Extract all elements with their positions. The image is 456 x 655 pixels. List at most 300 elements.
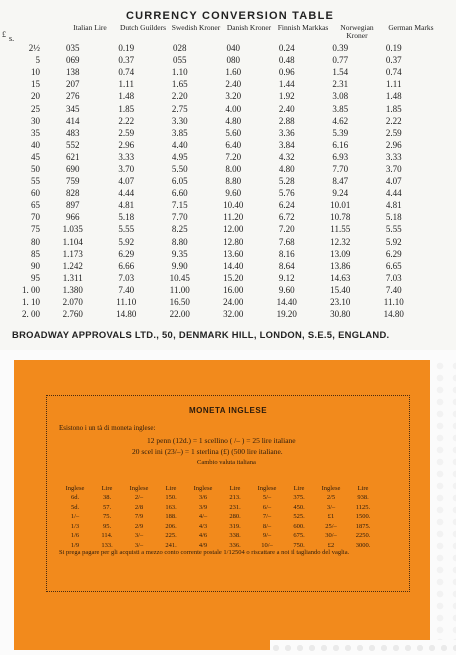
- value-cell: 4.95: [171, 151, 188, 162]
- table-row: [2, 296, 421, 308]
- table-row: [2, 187, 421, 199]
- table-row: [2, 284, 421, 296]
- value-cell: 11.55: [330, 224, 351, 235]
- table-row: [2, 272, 421, 284]
- amount-cell: 60: [31, 188, 40, 199]
- moneta-cell: 2/5: [326, 494, 336, 502]
- table-row: [2, 102, 421, 114]
- moneta-header: Inglese: [65, 485, 85, 492]
- table-row: [2, 308, 421, 320]
- moneta-cell: 10/–: [261, 541, 273, 549]
- moneta-cell: 213.: [229, 494, 241, 502]
- value-cell: 4.80: [278, 163, 295, 174]
- value-cell: 0.96: [278, 67, 295, 78]
- moneta-cell: 525.: [293, 513, 305, 521]
- value-cell: 14.80: [116, 309, 137, 320]
- value-cell: 4.00: [225, 103, 242, 114]
- value-cell: 4.81: [385, 200, 402, 211]
- value-cell: 14.40: [276, 297, 297, 308]
- value-cell: 276: [66, 91, 80, 102]
- value-cell: 13.09: [330, 248, 351, 259]
- moneta-header: Lire: [357, 485, 369, 492]
- value-cell: 14.40: [223, 260, 244, 271]
- moneta-cell: 938.: [357, 494, 369, 502]
- table-row: [2, 127, 421, 139]
- value-cell: 22.00: [169, 309, 190, 320]
- moneta-cell: 75.: [102, 513, 112, 521]
- value-cell: 1.311: [62, 272, 83, 283]
- value-cell: 15.20: [223, 272, 244, 283]
- value-cell: 207: [66, 79, 80, 90]
- value-cell: 2.40: [225, 79, 242, 90]
- moneta-header: Lire: [165, 485, 177, 492]
- value-cell: 8.25: [171, 224, 188, 235]
- moneta-cell: 95.: [102, 522, 112, 530]
- value-cell: 32.00: [223, 309, 244, 320]
- value-cell: 14.80: [383, 309, 404, 320]
- value-cell: 040: [226, 43, 240, 54]
- value-cell: 24.00: [223, 297, 244, 308]
- value-cell: 1.54: [332, 67, 349, 78]
- value-cell: 1.60: [225, 67, 242, 78]
- value-cell: 6.05: [171, 176, 188, 187]
- moneta-cell: 30/–: [325, 532, 337, 540]
- amount-cell: 35: [31, 127, 40, 138]
- value-cell: 6.65: [385, 260, 402, 271]
- value-cell: 3.70: [385, 163, 402, 174]
- value-cell: 4.44: [385, 188, 402, 199]
- value-cell: 1.92: [278, 91, 295, 102]
- amount-cell: 55: [31, 176, 40, 187]
- value-cell: 483: [66, 127, 80, 138]
- value-cell: 9.60: [278, 284, 295, 295]
- value-cell: 0.39: [332, 43, 349, 54]
- col-header-norwegian: Norwegian Kroner: [340, 23, 374, 40]
- value-cell: 1.10: [171, 67, 188, 78]
- value-cell: 2.22: [385, 115, 402, 126]
- amount-cell: 5: [35, 55, 40, 66]
- orange-card: [14, 360, 430, 650]
- amount-cell: 2. 00: [22, 309, 40, 320]
- moneta-cell: 1/9: [70, 541, 80, 549]
- value-cell: 080: [226, 55, 240, 66]
- table-row: [2, 42, 421, 54]
- value-cell: 13.86: [330, 260, 351, 271]
- moneta-cell: 2250.: [355, 532, 371, 540]
- value-cell: 0.77: [332, 55, 349, 66]
- value-cell: 6.29: [385, 248, 402, 259]
- card-line-1: 12 penn (12d.) = 1 scellino ( /– ) = 25 lire italiane: [147, 436, 296, 445]
- card-line-2: 20 scel ini (23/–) = 1 sterlina (£) (500 lire italiane.: [132, 447, 283, 456]
- value-cell: 0.19: [118, 43, 135, 54]
- value-cell: 3.70: [118, 163, 135, 174]
- value-cell: 11.00: [169, 284, 190, 295]
- col-header-german: German Marks: [388, 23, 434, 32]
- value-cell: 828: [66, 188, 80, 199]
- moneta-cell: 3/9: [198, 503, 208, 511]
- table-row: [2, 54, 421, 66]
- value-cell: 15.40: [330, 284, 351, 295]
- value-cell: 2.59: [118, 127, 135, 138]
- value-cell: 11.10: [116, 297, 137, 308]
- amount-header: s.: [9, 34, 15, 43]
- value-cell: 3.33: [118, 151, 135, 162]
- col-header-danish: Danish Kroner: [226, 23, 272, 32]
- moneta-cell: 6/–: [262, 503, 272, 511]
- moneta-cell: 2/8: [134, 503, 144, 511]
- moneta-cell: 3/–: [326, 503, 336, 511]
- moneta-cell: 4/6: [198, 532, 208, 540]
- value-cell: 9.35: [171, 248, 188, 259]
- value-cell: 7.20: [225, 151, 242, 162]
- value-cell: 4.80: [225, 115, 242, 126]
- amount-cell: 30: [31, 115, 40, 126]
- value-cell: 345: [66, 103, 80, 114]
- amount-cell: 10: [31, 67, 40, 78]
- value-cell: 9.12: [278, 272, 295, 283]
- table-row: [2, 236, 421, 248]
- value-cell: 5.28: [278, 176, 295, 187]
- value-cell: 0.24: [278, 43, 295, 54]
- value-cell: 2.96: [385, 139, 402, 150]
- moneta-cell: 336.: [229, 541, 241, 549]
- amount-cell: 90: [31, 260, 40, 271]
- value-cell: 0.37: [385, 55, 402, 66]
- moneta-cell: 1/3: [70, 522, 80, 530]
- value-cell: 6.29: [118, 248, 135, 259]
- moneta-row: [59, 503, 379, 513]
- value-cell: 7.70: [171, 212, 188, 223]
- value-cell: 6.72: [278, 212, 295, 223]
- value-cell: 7.20: [278, 224, 295, 235]
- table-row: [2, 139, 421, 151]
- value-cell: 2.31: [332, 79, 349, 90]
- value-cell: 7.70: [332, 163, 349, 174]
- moneta-cell: 1125.: [355, 503, 371, 511]
- pound-mark: £: [2, 30, 6, 39]
- value-cell: 4.62: [332, 115, 349, 126]
- card-intro: Esistono i un tà di moneta inglese:: [59, 424, 156, 432]
- moneta-header: Lire: [101, 485, 113, 492]
- moneta-row: [59, 512, 379, 522]
- card-frame: [46, 395, 410, 592]
- moneta-row: [59, 522, 379, 532]
- value-cell: 11.10: [383, 297, 404, 308]
- value-cell: 5.18: [385, 212, 402, 223]
- value-cell: 3.30: [171, 115, 188, 126]
- stamp-perforation-right: [430, 360, 456, 655]
- value-cell: 5.55: [385, 224, 402, 235]
- value-cell: 8.64: [278, 260, 295, 271]
- value-cell: 5.55: [118, 224, 135, 235]
- value-cell: 1.380: [62, 284, 83, 295]
- value-cell: 12.32: [330, 236, 351, 247]
- value-cell: 4.40: [171, 139, 188, 150]
- value-cell: 414: [66, 115, 80, 126]
- table-row: [2, 78, 421, 90]
- value-cell: 2.75: [171, 103, 188, 114]
- moneta-cell: 5d.: [70, 503, 80, 511]
- moneta-header: Lire: [293, 485, 305, 492]
- value-cell: 6.24: [278, 200, 295, 211]
- moneta-header: Inglese: [193, 485, 213, 492]
- moneta-cell: 2/–: [134, 494, 144, 502]
- value-cell: 3.85: [332, 103, 349, 114]
- moneta-cell: 338.: [229, 532, 241, 540]
- value-cell: 0.48: [278, 55, 295, 66]
- value-cell: 0.37: [118, 55, 135, 66]
- value-cell: 8.16: [278, 248, 295, 259]
- moneta-cell: 1/–: [70, 513, 80, 521]
- value-cell: 2.20: [171, 91, 188, 102]
- value-cell: 5.92: [385, 236, 402, 247]
- table-row: [2, 248, 421, 260]
- value-cell: 7.03: [385, 272, 402, 283]
- moneta-header: Inglese: [321, 485, 341, 492]
- moneta-cell: 3/–: [134, 532, 144, 540]
- moneta-header: Lire: [229, 485, 241, 492]
- value-cell: 5.92: [118, 236, 135, 247]
- moneta-row: [59, 531, 379, 541]
- table-row: [2, 115, 421, 127]
- value-cell: 7.68: [278, 236, 295, 247]
- value-cell: 13.60: [223, 248, 244, 259]
- value-cell: 0.74: [385, 67, 402, 78]
- moneta-cell: £2: [327, 541, 335, 549]
- value-cell: 16.50: [169, 297, 190, 308]
- amount-cell: 70: [31, 212, 40, 223]
- amount-cell: 20: [31, 91, 40, 102]
- moneta-cell: 25/–: [325, 522, 337, 530]
- moneta-cell: 4/9: [198, 541, 208, 549]
- value-cell: 12.80: [223, 236, 244, 247]
- value-cell: 8.80: [225, 176, 242, 187]
- col-header-swedish: Swedish Kroner: [171, 23, 221, 32]
- moneta-table: [59, 484, 379, 550]
- moneta-cell: 5/–: [262, 494, 272, 502]
- value-cell: 6.93: [332, 151, 349, 162]
- value-cell: 5.76: [278, 188, 295, 199]
- moneta-cell: 114.: [101, 532, 113, 540]
- moneta-cell: 750.: [293, 541, 305, 549]
- value-cell: 4.07: [385, 176, 402, 187]
- amount-cell: 15: [31, 79, 40, 90]
- moneta-cell: 188.: [165, 513, 177, 521]
- moneta-cell: 225.: [165, 532, 177, 540]
- moneta-cell: 163.: [165, 503, 177, 511]
- moneta-cell: 675.: [293, 532, 305, 540]
- card-title: MONETA INGLESE: [188, 406, 268, 415]
- amount-cell: 2½: [28, 43, 40, 54]
- table-row: [2, 66, 421, 78]
- col-header-italian: Italian Lire: [73, 23, 107, 32]
- value-cell: 1.85: [385, 103, 402, 114]
- amount-cell: 45: [31, 151, 40, 162]
- value-cell: 897: [66, 200, 80, 211]
- value-cell: 2.22: [118, 115, 135, 126]
- moneta-cell: 7/9: [134, 513, 144, 521]
- value-cell: 9.60: [225, 188, 242, 199]
- table-row: [2, 199, 421, 211]
- value-cell: 4.07: [118, 176, 135, 187]
- value-cell: 3.85: [171, 127, 188, 138]
- value-cell: 6.60: [171, 188, 188, 199]
- value-cell: 7.15: [171, 200, 188, 211]
- value-cell: 5.18: [118, 212, 135, 223]
- table-row: [2, 260, 421, 272]
- amount-cell: 80: [31, 236, 40, 247]
- value-cell: 9.90: [171, 260, 188, 271]
- value-cell: 23.10: [330, 297, 351, 308]
- moneta-cell: 4/–: [198, 513, 208, 521]
- value-cell: 3.08: [332, 91, 349, 102]
- value-cell: 0.74: [118, 67, 135, 78]
- amount-cell: 1. 10: [22, 297, 40, 308]
- value-cell: 8.00: [225, 163, 242, 174]
- value-cell: 16.00: [223, 284, 244, 295]
- moneta-cell: 4/3: [198, 522, 208, 530]
- moneta-cell: 7/–: [262, 513, 272, 521]
- moneta-cell: 600.: [293, 522, 305, 530]
- table-row: [2, 90, 421, 102]
- moneta-cell: 8/–: [262, 522, 272, 530]
- moneta-cell: 1/6: [70, 532, 80, 540]
- moneta-cell: 150.: [165, 494, 177, 502]
- moneta-cell: 1500.: [355, 513, 371, 521]
- table-row: [2, 163, 421, 175]
- value-cell: 552: [66, 139, 80, 150]
- moneta-cell: 1875.: [355, 522, 371, 530]
- value-cell: 138: [66, 67, 80, 78]
- moneta-cell: 375.: [293, 494, 305, 502]
- value-cell: 4.44: [118, 188, 135, 199]
- moneta-cell: 280.: [229, 513, 241, 521]
- value-cell: 5.50: [171, 163, 188, 174]
- stamp-perforation-bottom: [270, 640, 456, 655]
- value-cell: 6.16: [332, 139, 349, 150]
- value-cell: 759: [66, 176, 80, 187]
- value-cell: 6.66: [118, 260, 135, 271]
- value-cell: 3.33: [385, 151, 402, 162]
- value-cell: 4.81: [118, 200, 135, 211]
- value-cell: 11.20: [223, 212, 244, 223]
- moneta-cell: 2/9: [134, 522, 144, 530]
- value-cell: 10.01: [330, 200, 351, 211]
- moneta-cell: 3/–: [134, 541, 144, 549]
- value-cell: 1.11: [386, 79, 402, 90]
- value-cell: 4.32: [278, 151, 295, 162]
- table-row: [2, 151, 421, 163]
- amount-cell: 75: [31, 224, 40, 235]
- value-cell: 10.78: [330, 212, 351, 223]
- moneta-cell: 319.: [229, 522, 241, 530]
- table-row: [2, 223, 421, 235]
- value-cell: 12.00: [223, 224, 244, 235]
- moneta-cell: 3000.: [355, 541, 371, 549]
- value-cell: 1.48: [118, 91, 135, 102]
- value-cell: 055: [173, 55, 187, 66]
- moneta-header: Inglese: [129, 485, 149, 492]
- value-cell: 2.070: [62, 297, 83, 308]
- moneta-cell: 133.: [101, 541, 113, 549]
- value-cell: 2.88: [278, 115, 295, 126]
- value-cell: 028: [173, 43, 187, 54]
- amount-cell: 50: [31, 163, 40, 174]
- moneta-cell: 6d.: [70, 494, 80, 502]
- value-cell: 3.36: [278, 127, 295, 138]
- value-cell: 9.24: [332, 188, 349, 199]
- value-cell: 1.035: [62, 224, 83, 235]
- value-cell: 10.45: [169, 272, 190, 283]
- moneta-cell: 9/–: [262, 532, 272, 540]
- amount-cell: 85: [31, 248, 40, 259]
- conversion-table: [2, 42, 421, 320]
- value-cell: 1.242: [62, 260, 83, 271]
- col-header-finnish: Finnish Markkas: [277, 23, 329, 32]
- moneta-row: [59, 493, 379, 503]
- moneta-cell: 3/6: [198, 494, 208, 502]
- amount-cell: 1. 00: [22, 284, 40, 295]
- value-cell: 7.40: [118, 284, 135, 295]
- value-cell: 1.173: [62, 248, 83, 259]
- value-cell: 19.20: [276, 309, 297, 320]
- amount-cell: 25: [31, 103, 40, 114]
- value-cell: 7.40: [385, 284, 402, 295]
- col-header-dutch: Dutch Guilders: [119, 23, 167, 32]
- value-cell: 1.85: [118, 103, 135, 114]
- moneta-cell: 38.: [102, 494, 112, 502]
- value-cell: 2.59: [385, 127, 402, 138]
- amount-cell: 95: [31, 272, 40, 283]
- value-cell: 2.760: [62, 309, 83, 320]
- value-cell: 1.48: [385, 91, 402, 102]
- value-cell: 1.104: [62, 236, 83, 247]
- card-subhead: Cambio valuta italiana: [197, 459, 256, 466]
- value-cell: 30.80: [330, 309, 351, 320]
- value-cell: 6.40: [225, 139, 242, 150]
- value-cell: 2.40: [278, 103, 295, 114]
- value-cell: 8.80: [171, 236, 188, 247]
- value-cell: 069: [66, 55, 80, 66]
- value-cell: 3.84: [278, 139, 295, 150]
- value-cell: 035: [66, 43, 80, 54]
- value-cell: 8.47: [332, 176, 349, 187]
- moneta-cell: 231.: [229, 503, 241, 511]
- moneta-cell: 241.: [165, 541, 177, 549]
- amount-cell: 65: [31, 200, 40, 211]
- table-title: CURRENCY CONVERSION TABLE: [125, 10, 335, 22]
- value-cell: 1.11: [118, 79, 134, 90]
- value-cell: 3.20: [225, 91, 242, 102]
- value-cell: 2.96: [118, 139, 135, 150]
- value-cell: 7.03: [118, 272, 135, 283]
- value-cell: 5.39: [332, 127, 349, 138]
- moneta-cell: 206.: [165, 522, 177, 530]
- value-cell: 14.63: [330, 272, 351, 283]
- value-cell: 966: [66, 212, 80, 223]
- moneta-cell: 450.: [293, 503, 305, 511]
- moneta-cell: £1: [327, 513, 335, 521]
- value-cell: 690: [66, 163, 80, 174]
- value-cell: 5.60: [225, 127, 242, 138]
- table-row: [2, 211, 421, 223]
- amount-cell: 40: [31, 139, 40, 150]
- value-cell: 10.40: [223, 200, 244, 211]
- moneta-cell: 57.: [102, 503, 112, 511]
- value-cell: 1.65: [171, 79, 188, 90]
- publisher-footer: BROADWAY APPROVALS LTD., 50, DENMARK HILL, LONDON, S.E.5, ENGLAND.: [12, 329, 390, 340]
- value-cell: 1.44: [278, 79, 295, 90]
